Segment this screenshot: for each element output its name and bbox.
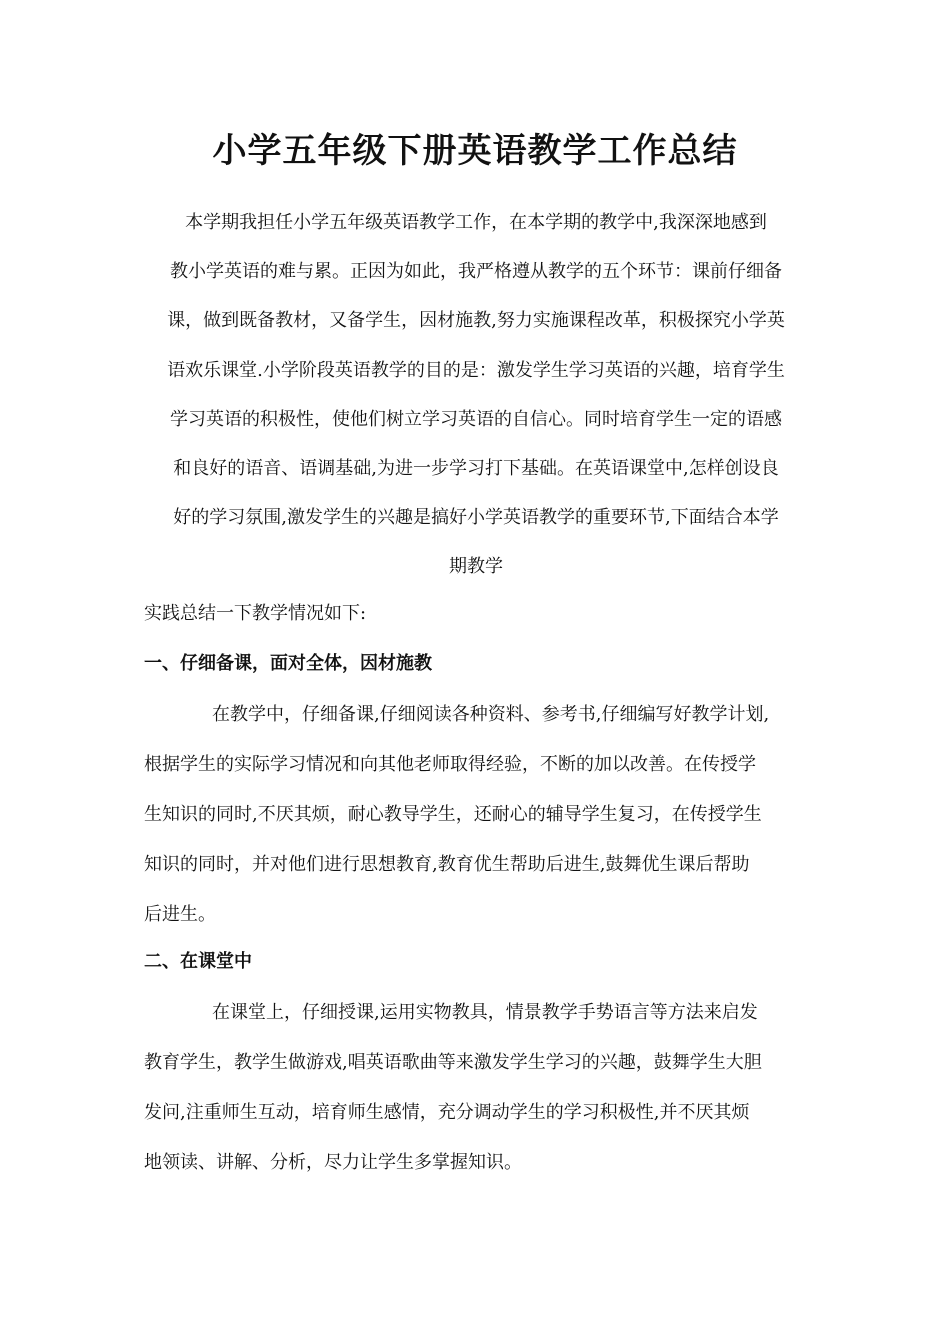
paragraph-line: 教育学生，教学生做游戏,唱英语歌曲等来激发学生学习的兴趣，鼓舞学生大胆	[144, 1052, 762, 1073]
summary-line: 实践总结一下教学情况如下:	[144, 603, 367, 624]
section-1-paragraph	[144, 690, 808, 940]
paragraph-line: 根据学生的实际学习情况和向其他老师取得经验，不断的加以改善。在传授学	[144, 754, 756, 775]
intro-line: 好的学习氛围,激发学生的兴趣是搞好小学英语教学的重要环节,下面结合本学	[173, 507, 779, 529]
intro-line: 和良好的语音、语调基础,为进一步学习打下基础。在英语课堂中,怎样创设良	[173, 458, 779, 480]
paragraph-line: 后进生。	[144, 904, 216, 925]
paragraph-line: 地领读、讲解、分析，尽力让学生多掌握知识。	[144, 1152, 522, 1173]
section-heading-2: 二、在课堂中	[144, 951, 252, 972]
intro-line: 学习英语的积极性，使他们树立学习英语的自信心。同时培育学生一定的语感	[170, 408, 782, 430]
document-title: 小学五年级下册英语教学工作总结	[212, 131, 738, 171]
intro-line: 课，做到既备教材，又备学生，因材施教,努力实施课程改革，积极探究小学英	[167, 310, 785, 332]
section-2-paragraph	[144, 988, 808, 1188]
intro-line: 本学期我担任小学五年级英语教学工作，在本学期的教学中,我深深地感到	[185, 212, 767, 233]
paragraph-line: 在课堂上，仔细授课,运用实物教具，情景教学手势语言等方法来启发	[212, 1002, 758, 1023]
intro-line: 语欢乐课堂.小学阶段英语教学的目的是：激发学生学习英语的兴趣，培育学生	[167, 359, 785, 381]
paragraph-line: 发问,注重师生互动，培育师生感情，充分调动学生的学习积极性,并不厌其烦	[144, 1102, 750, 1123]
paragraph-line: 知识的同时，并对他们进行思想教育,教育优生帮助后进生,鼓舞优生课后帮助	[144, 854, 750, 875]
intro-line: 教小学英语的难与累。正因为如此，我严格遵从教学的五个环节：课前仔细备	[170, 261, 782, 283]
intro-line: 期教学	[449, 556, 503, 578]
paragraph-line: 在教学中，仔细备课,仔细阅读各种资料、参考书,仔细编写好教学计划,	[212, 704, 770, 725]
section-heading-1: 一、仔细备课，面对全体，因材施教	[144, 653, 432, 674]
paragraph-line: 生知识的同时,不厌其烦，耐心教导学生，还耐心的辅导学生复习，在传授学生	[144, 804, 762, 825]
intro-paragraph	[144, 198, 808, 592]
